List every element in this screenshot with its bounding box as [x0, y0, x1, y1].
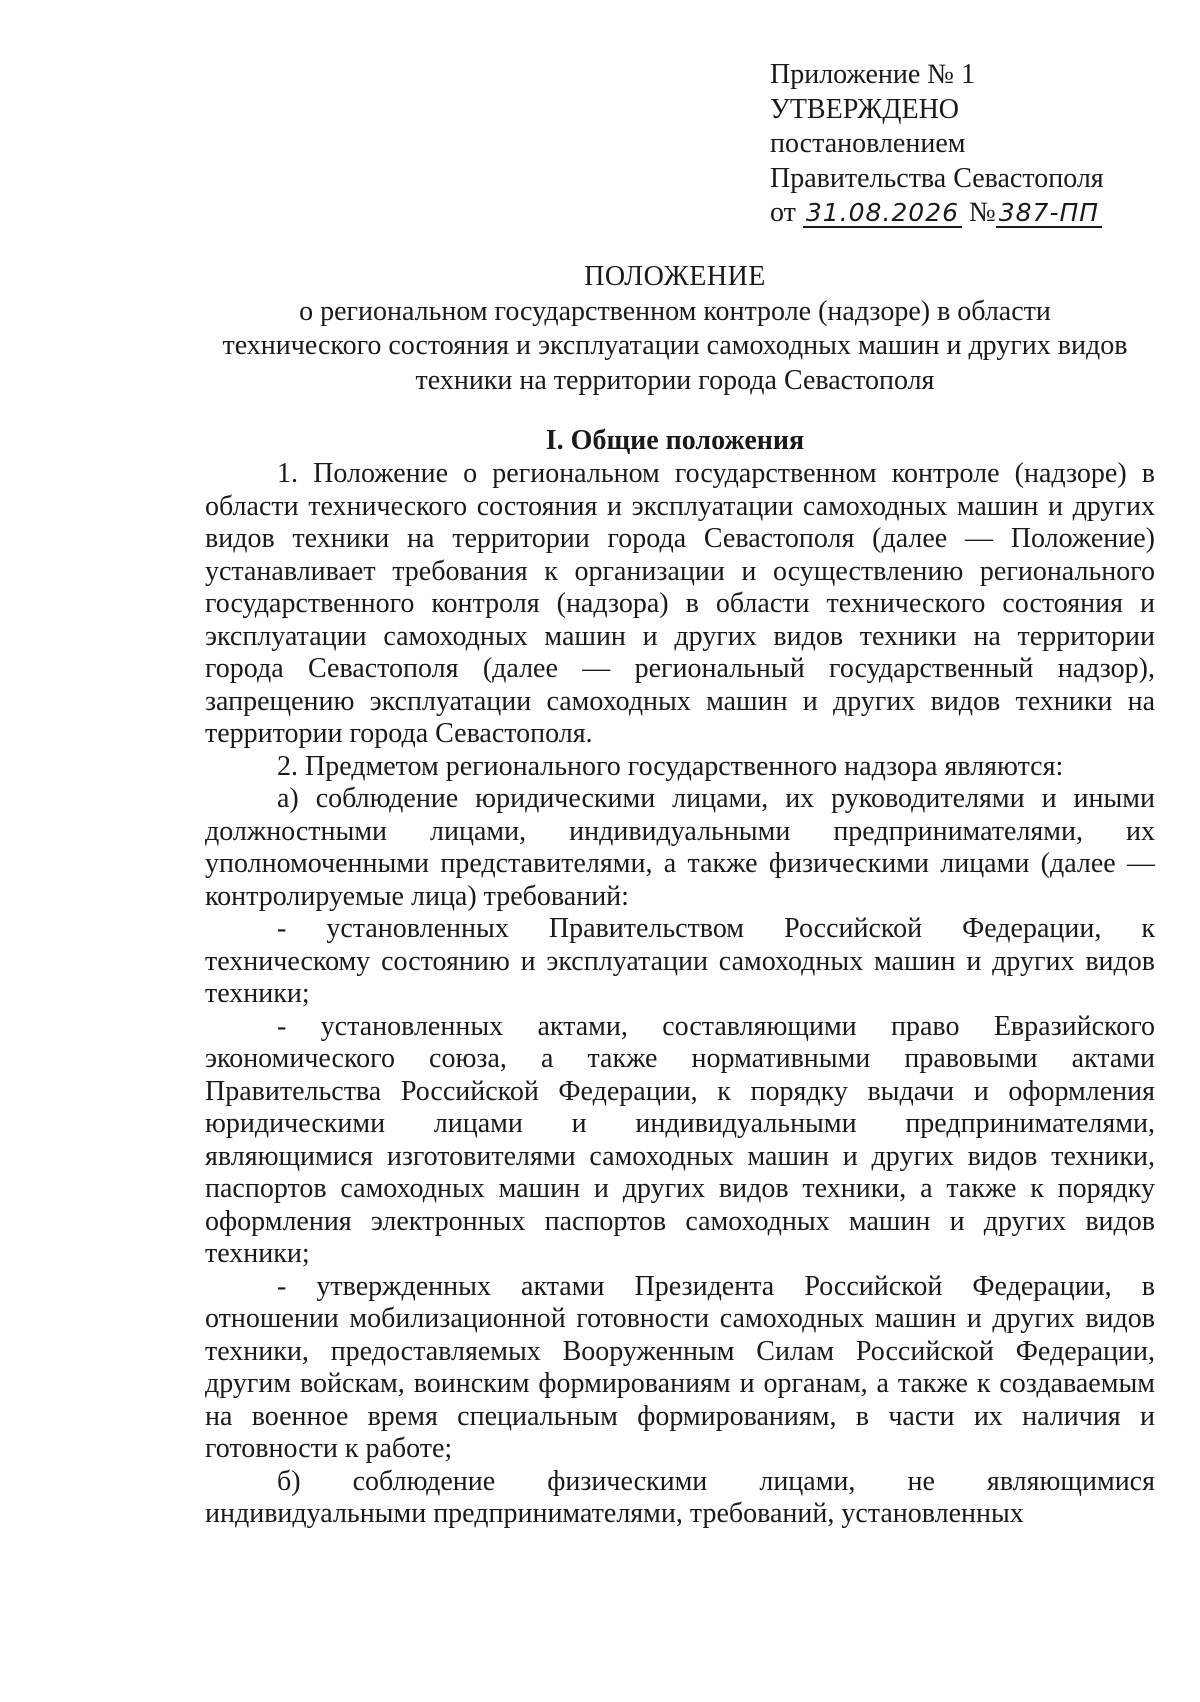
- document-title: [190, 260, 1160, 398]
- title-line-1: о региональном государственном контроле (надзоре) в области: [299, 295, 1051, 327]
- list-item-3: - утвержденных актами Президента Российской Федерации, в отношении мобилизационной готовности самоходных машин и других видов техники, предоставляемых Вооруженным Силам Российской Федерации, другим войскам, воинским формированиям и органам, а также к создаваемым на военное время специальным формированиям, в части их наличия и готовности к работе;: [205, 1270, 1155, 1464]
- title-line-3: техники на территории города Севастополя: [415, 364, 935, 396]
- date-prefix: от: [770, 197, 796, 228]
- title-main: ПОЛОЖЕНИЕ: [584, 261, 766, 292]
- section-heading: I. Общие положения: [545, 425, 805, 456]
- list-item-1: - установленных Правительством Российской Федерации, к техническому состоянию и эксплуатации самоходных машин и других видов техники;: [205, 913, 1155, 1009]
- approval-block: [770, 58, 1150, 231]
- government-label: Правительства Севастополя: [770, 162, 1104, 194]
- body-text: [205, 458, 1155, 1531]
- approved-label: УТВЕРЖДЕНО: [770, 93, 960, 125]
- handwritten-date: 31.08.2026: [803, 200, 962, 228]
- appendix-label: Приложение № 1: [770, 59, 975, 90]
- list-item-2: - установленных актами, составляющими право Евразийского экономического союза, а также нормативными правовыми актами Правительства Российской Федерации, к порядку выдачи и оформления юридическими лицами и индивидуальными предпринимателями, являющимися изготовителями самоходных машин и других видов техники, паспортов самоходных машин и других видов техники, а также к порядку оформления электронных паспортов самоходных машин и других видов техники;: [205, 1010, 1155, 1269]
- date-number-line: [770, 196, 1150, 231]
- paragraph-2a: а) соблюдение юридическими лицами, их руководителями и иными должностными лицами, индивидуальными предпринимателями, их уполномоченными представителями, а также физическими лицами (далее — контролируемые лица) требований:: [205, 783, 1155, 912]
- paragraph-1: 1. Положение о региональном государственном контроле (надзоре) в области технического состояния и эксплуатации самоходных машин и других видов техники на территории города Севастополя (далее — Положение) устанавливает требования к организации и осуществлению регионального государственного контроля (надзора) в области технического состояния и эксплуатации самоходных машин и других видов техники на территории города Севастополя (далее — региональный государственный надзор), запрещению эксплуатации самоходных машин и других видов техники на территории города Севастополя.: [205, 458, 1155, 749]
- handwritten-number: 387-ПП: [996, 200, 1102, 228]
- number-prefix: №: [969, 197, 996, 228]
- paragraph-2: 2. Предметом регионального государственного надзора являются:: [277, 750, 1064, 782]
- title-line-2: технического состояния и эксплуатации самоходных машин и других видов: [222, 330, 1128, 361]
- paragraph-2b: б) соблюдение физическими лицами, не являющимися индивидуальными предпринимателями, требований, установленных: [205, 1465, 1155, 1529]
- resolution-label: постановлением: [770, 128, 966, 159]
